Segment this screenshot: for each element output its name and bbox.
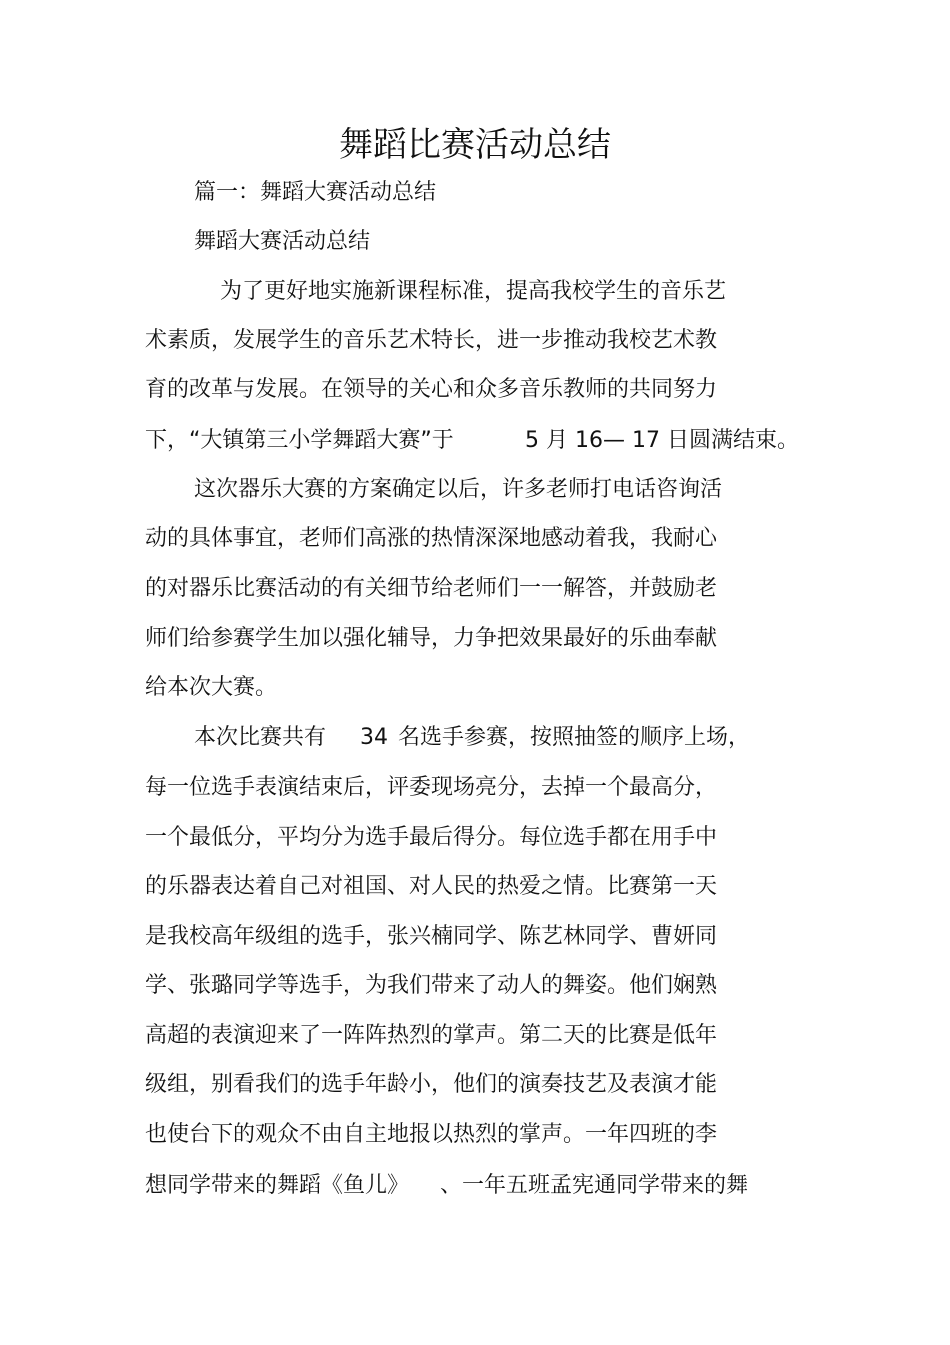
paragraph-line: 想同学带来的舞蹈《鱼儿》 [145,1173,410,1198]
document-title: 舞蹈比赛活动总结 [339,125,611,165]
paragraph-line: 34 [360,725,388,750]
paragraph-line: 是我校高年级组的选手，张兴楠同学、陈艺林同学、曹妍同 [145,924,718,949]
paragraph-line: 也使台下的观众不由自主地报以热烈的掌声。一年四班的李 [145,1122,718,1147]
paragraph-line: 每一位选手表演结束后，评委现场亮分，去掉一个最高分， [145,775,718,800]
paragraph-line: 的对器乐比赛活动的有关细节给老师们一一解答，并鼓励老 [145,576,718,601]
paragraph-line: 给本次大赛。 [145,675,278,700]
paragraph-line: 本次比赛共有 [194,725,327,750]
paragraph-line: 下，“大镇第三小学舞蹈大赛”于 [145,428,454,453]
paragraph-line: 术素质，发展学生的音乐艺术特长，进一步推动我校艺术教 [145,328,718,353]
subheading: 舞蹈大赛活动总结 [194,229,371,254]
paragraph-line: 这次器乐大赛的方案确定以后，许多老师打电话咨询活 [194,477,723,502]
paragraph-line: 一个最低分，平均分为选手最后得分。每位选手都在用手中 [145,825,718,850]
paragraph-line: 、一年五班孟宪通同学带来的舞 [440,1173,749,1198]
paragraph-line: 名选手参赛，按照抽签的顺序上场， [398,725,751,750]
paragraph-line: 育的改革与发展。在领导的关心和众多音乐教师的共同努力 [145,377,718,402]
paragraph-line: 的乐器表达着自己对祖国、对人民的热爱之情。比赛第一天 [145,874,718,899]
paragraph-line: 5 月 16— 17 日圆满结束。 [525,428,799,453]
paragraph-line: 为了更好地实施新课程标准，提高我校学生的音乐艺 [220,279,727,304]
paragraph-line: 高超的表演迎来了一阵阵热烈的掌声。第二天的比赛是低年 [145,1023,718,1048]
paragraph-line: 师们给参赛学生加以强化辅导，力争把效果最好的乐曲奉献 [145,626,718,651]
paragraph-line: 动的具体事宜，老师们高涨的热情深深地感动着我，我耐心 [145,526,718,551]
paragraph-line: 级组，别看我们的选手年龄小，他们的演奏技艺及表演才能 [145,1072,718,1097]
section-heading: 篇一：舞蹈大赛活动总结 [194,180,437,205]
paragraph-line: 学、张璐同学等选手，为我们带来了动人的舞姿。他们娴熟 [145,973,718,998]
